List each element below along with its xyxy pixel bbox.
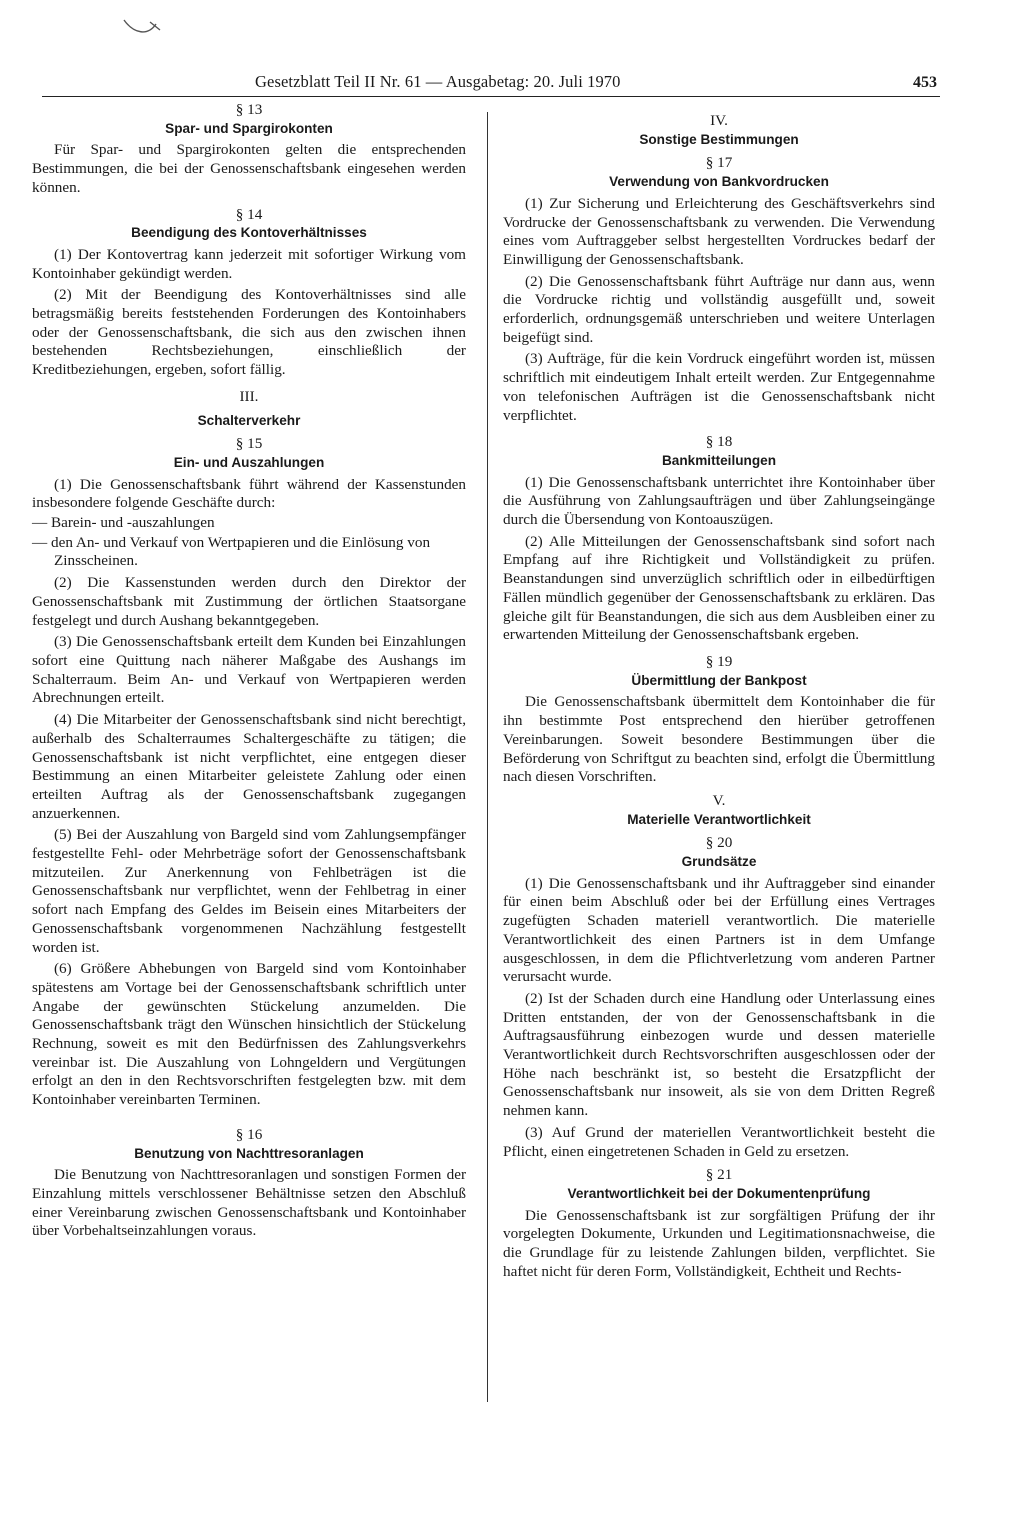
section-title: Grundsätze [681,854,757,870]
part-title: Schalterverkehr [197,412,301,428]
part-number: V. [712,791,726,809]
paragraph: (2) Ist der Schaden durch eine Handlung oder Unterlassung eines Dritten entstanden, der von der Genossenschaftsbank in die Auftragsausführung einbezogen wurde und dessen materielle Verantwortlichkeit durch Rechtsvorschriften ausgeschlossen oder der Höhe nach beschränkt ist, so besteht die Ersatzpflicht der Genossenschaftsbank nur insoweit, als sie von dem Dritten Regreß nehmen kann. [503,989,935,1120]
page-header [255,66,941,96]
pen-mark-scribble [120,14,180,38]
paragraph: (4) Die Mitarbeiter der Genossenschaftsbank sind nicht berechtigt, außerhalb des Schalterraumes Schaltergeschäfte zu tätigen; die Genossenschaftsbank ist nicht verpflichtet, eine entgegen dieser Bestimmung an einen Mitarbeiter geleistete Zahlung oder einen erteilten Auftrag als der Genossenschaftsbank zugegangen anzuerkennen. [32,711,466,822]
section-number: § 15 [235,435,263,453]
paragraph: Die Genossenschaftsbank ist zur sorgfältigen Prüfung der ihr vorgelegten Dokumente, Urkunden und Legitimationsnachweise, die die Grundlage für zu leistende Zahlungen bilden, verpflichtet. Sie haftet nicht für deren Form, Vollständigkeit, Echtheit und Rechts- [503,1206,935,1280]
section-title: Spar- und Spargirokonten [165,120,333,136]
paragraph: Die Benutzung von Nachttresoranlagen und sonstigen Formen der Einzahlung mittels verschlossener Behältnisse setzen den Abschluß einer Vereinbarung zwischen Genossenschaftsbank und Kontoinhaber über Vorbehaltseinzahlungen voraus. [32,1166,466,1240]
section-title: Übermittlung der Bankpost [631,672,807,688]
section-title: Verwendung von Bankvordrucken [609,174,829,190]
page-number: 453 [913,74,937,91]
paragraph: (1) Zur Sicherung und Erleichterung des Geschäftsverkehrs sind Vordrucke der Genossenschaftsbank zu verwenden. Die Verwendung eines vom Auftraggeber selbst hergestellten Vordruckes bedarf der Einwilligung der Genossenschaftsbank. [503,194,935,268]
paragraph: (5) Bei der Auszahlung von Bargeld sind vom Zahlungsempfänger festgestellte Fehl- oder Mehrbeträge sofort der Genossenschaftsbank mitzuteilen. Zur Anerkennung von Fehlbeträgen ist die Genossenschaftsbank nur verpflichtet, wenn der Fehlbetrag in einer sofort nach Empfang des Geldes im Beisein eines Mitarbeiters der Genossenschaftsbank vorgenommenen Nachzählung festgestellt worden ist. [32,826,466,956]
header-rule [42,96,940,97]
header-title: Gesetzblatt Teil II Nr. 61 — Ausgabetag: 20. Juli 1970 [255,72,621,91]
paragraph: (3) Aufträge, für die kein Vordruck eingeführt worden ist, müssen schriftlich mit eindeutigem Inhalt erteilt werden. Zur Entgegennahme von telefonischen Aufträgen ist die Genossenschaftsbank nicht verpflichtet. [503,350,935,424]
section-number: § 20 [705,834,733,852]
list-item: — Barein- und -auszahlungen [32,514,215,532]
part-number: IV. [710,112,728,129]
section-number: § 21 [705,1166,733,1184]
section-title: Benutzung von Nachttresoranlagen [134,1145,364,1161]
column-divider [487,112,488,1402]
paragraph: (1) Der Kontovertrag kann jederzeit mit sofortiger Wirkung vom Kontoinhaber gekündigt werden. [32,245,466,282]
left-column [32,101,466,1241]
paragraph: (2) Mit der Beendigung des Kontoverhältnisses sind alle betragsmäßig bereits feststehenden Forderungen des Kontoinhabers oder der Genossenschaftsbank, die sich aus den zwischen ihnen bestehenden Rechtsbeziehungen, einschließlich der Kreditbeziehungen, ergeben, sofort fällig. [32,286,466,379]
paragraph: (2) Die Genossenschaftsbank führt Aufträge nur dann aus, wenn die Vordrucke richtig und vollständig ausgefüllt und, soweit erforderlich, ordnungsgemäß unterschrieben und weitere Unterlagen beigefügt sind. [503,272,935,346]
paragraph: (1) Die Genossenschaftsbank unterrichtet ihre Kontoinhaber über die Ausführung von Zahlungsaufträgen und über Zahlungseingänge durch die Übersendung von Kontoauszügen. [503,473,935,529]
section-number: § 13 [235,101,263,118]
paragraph: (2) Die Kassenstunden werden durch den Direktor der Genossenschaftsbank mit Zustimmung der örtlichen Staatsorgane festgelegt und durch Aushang bekanntgegeben. [32,574,466,629]
section-title: Verantwortlichkeit bei der Dokumentenprüfung [567,1185,871,1201]
list-item: — den An- und Verkauf von Wertpapieren und die Einlösung von Zinsscheinen. [32,533,431,570]
paragraph: (1) Die Genossenschaftsbank und ihr Auftraggeber sind einander für einen beim Abschluß oder bei der Erfüllung eines Vertrages zugefügten Schaden materiell verantwortlich. Die materielle Verantwortlichkeit des einen Partners ist in dem Umfange ausgeschlossen, in dem die Pflichtverletzung vom anderen Partner verursacht wurde. [503,874,935,986]
section-number: § 16 [235,1125,263,1143]
part-title: Sonstige Bestimmungen [639,131,799,147]
paragraph: (6) Größere Abhebungen von Bargeld sind vom Kontoinhaber spätestens am Vortage bei der Genossenschaftsbank schriftlich unter Angabe der gewünschten Stückelung anzumelden. Die Genossenschaftsbank trägt den Wünschen hinsichtlich der Stückelung Rechnung, soweit es mit den Bedürfnissen des Zahlungsverkehrs vereinbar ist. Die Auszahlung von Lohngeldern und Vergütungen erfolgt an den in den Rechtsvorschriften festgelegten bzw. mit dem Kontoinhaber vereinbarten Terminen. [32,960,466,1109]
paragraph: (2) Alle Mitteilungen der Genossenschaftsbank sind sofort nach Empfang auf ihre Richtigkeit und Vollständigkeit zu prüfen. Beanstandungen sind unverzüglich schriftlich oder in eilbedürftigen Fällen mündlich gegenüber der Genossenschaftsbank zu erklären. Das gleiche gilt für Beanstandungen, die sich aus dem Ausbleiben einer zu erwartenden Mitteilung der Genossenschaftsbank ergeben. [503,532,935,644]
section-title: Ein- und Auszahlungen [173,454,325,470]
section-title: Bankmitteilungen [661,452,777,468]
right-column [503,112,935,1281]
paragraph: (1) Die Genossenschaftsbank führt während der Kassenstunden insbesondere folgende Geschäfte durch: [32,475,466,512]
section-number: § 18 [705,433,733,451]
paragraph: Für Spar- und Spargirokonten gelten die entsprechenden Bestimmungen, die bei der Genossenschaftsbank eingesehen werden können. [32,141,466,196]
section-number: § 14 [235,205,263,223]
part-title: Materielle Verantwortlichkeit [627,811,811,827]
paragraph: (3) Auf Grund der materiellen Verantwortlichkeit besteht die Pflicht, einen eingetretenen Schaden in Geld zu ersetzen. [503,1123,935,1160]
part-number: III. [239,387,259,405]
paragraph: Die Genossenschaftsbank übermittelt dem Kontoinhaber die für ihn bestimmte Post entsprechend den hierüber getroffenen Vereinbarungen. Soweit besondere Bestimmungen über die Beförderung von Schriftgut zu beachten sind, erfolgt die Übermittlung nach diesen Vorschriften. [503,693,935,786]
paragraph: (3) Die Genossenschaftsbank erteilt dem Kunden bei Einzahlungen sofort eine Quittung nach näherer Maßgabe des Aushangs im Schalterraum. Beim An- und Verkauf von Wertpapieren werden Abrechnungen erteilt. [32,633,466,707]
section-title: Beendigung des Kontoverhältnisses [131,225,367,241]
section-number: § 19 [705,652,733,670]
section-number: § 17 [705,154,733,172]
